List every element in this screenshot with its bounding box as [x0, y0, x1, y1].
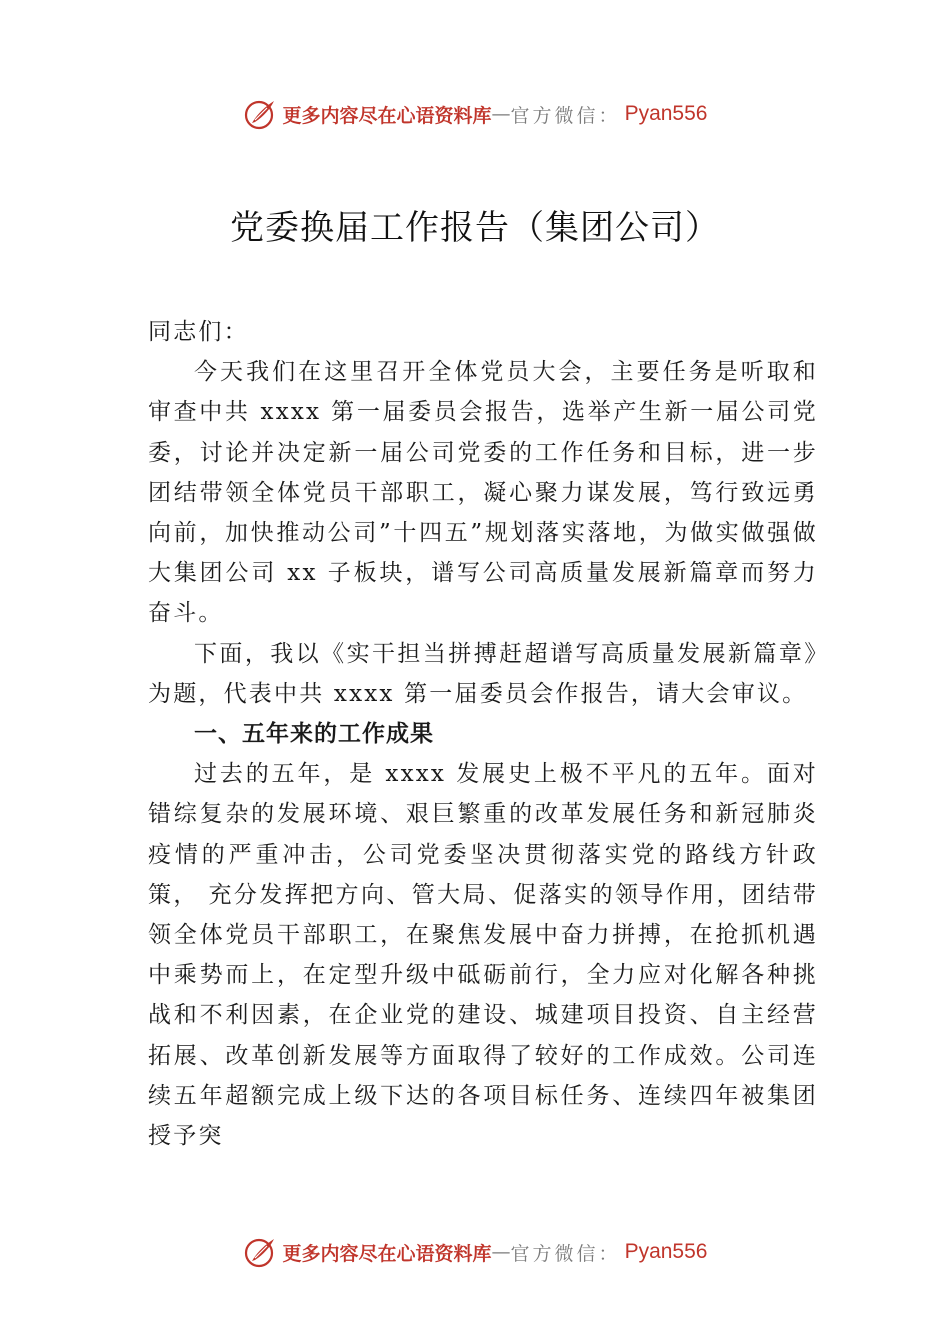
watermark-dash: —: [491, 103, 511, 125]
paragraph-intro: 今天我们在这里召开全体党员大会，主要任务是听取和审查中共 xxxx 第一届委员会报告，选举产生新一届公司党委，讨论并决定新一届公司党委的工作任务和目标，进一步团结带领全体党员干部职工，凝心聚力谋发展，笃行致远勇向前，加快推动公司”十四五”规划落实落地，为做实做强做大集团公司 xx 子板块，谱写公司高质量发展新篇章而努力奋斗。: [148, 359, 818, 627]
paragraph-section-1: 过去的五年，是 xxxx 发展史上极不平凡的五年。面对错综复杂的发展环境、艰巨繁重的改革发展任务和新冠肺炎疫情的严重冲击，公司党委坚决贯彻落实党的路线方针政策， 充分发挥把方向、管大局、促落实的领导作用，团结带领全体党员干部职工，在聚焦发展中奋力拼搏，在抢抓机遇中乘势而上，在定型升级中砥砺前行，全力应对化解各种挑战和不利因素，在企业党的建设、城建项目投资、自主经营拓展、改革创新发展等方面取得了较好的工作成效。公司连续五年超额完成上级下达的各项目标任务、连续四年被集团授予突: [148, 761, 818, 1150]
watermark-label: 官方微信：: [510, 104, 621, 127]
header-watermark: [0, 94, 950, 134]
document-body: [148, 312, 818, 1156]
document-title: 党委换届工作报告（集团公司）: [230, 208, 720, 248]
quill-pen-logo-icon: [243, 96, 279, 132]
watermark-brand: 更多内容尽在心语资料库: [282, 104, 492, 127]
salutation: 同志们：: [148, 319, 249, 345]
section-heading: 一、五年来的工作成果: [194, 721, 434, 748]
watermark-label: 官方微信：: [510, 1242, 621, 1265]
footer-watermark: [0, 1232, 950, 1272]
quill-pen-logo-icon: [243, 1234, 279, 1270]
watermark-wechat-id: Pyan556: [624, 102, 708, 125]
watermark-wechat-id: Pyan556: [624, 1240, 708, 1263]
watermark-dash: —: [491, 1241, 511, 1263]
watermark-brand: 更多内容尽在心语资料库: [282, 1242, 492, 1265]
paragraph-report-title: 下面，我以《实干担当拼搏赶超谱写高质量发展新篇章》为题，代表中共 xxxx 第一届委员会作报告，请大会审议。: [148, 640, 818, 707]
